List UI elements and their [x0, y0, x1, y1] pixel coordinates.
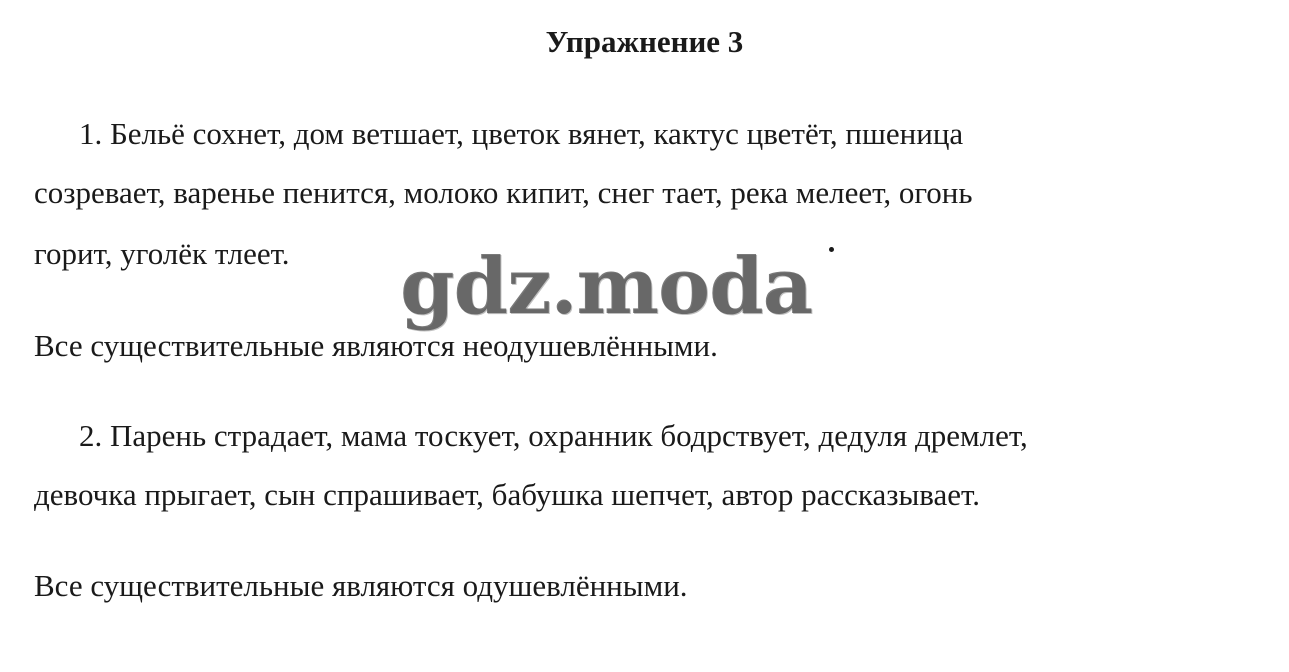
section1-line-1: 1. Бельё сохнет, дом ветшает, цветок вянет, кактус цветёт, пшеница — [79, 116, 964, 151]
section2-line-1: 2. Парень страдает, мама тоскует, охранник бодрствует, дедуля дремлет, — [79, 418, 1028, 453]
stray-dot — [829, 247, 834, 252]
section1-line-3: горит, уголёк тлеет. — [34, 236, 290, 271]
section2-line-2: девочка прыгает, сын спрашивает, бабушка шепчет, автор рассказывает. — [34, 477, 980, 512]
exercise-title: Упражнение 3 — [545, 24, 744, 59]
section1-conclusion: Все существительные являются неодушевлёнными. — [34, 328, 718, 363]
section1-line-2: созревает, варенье пенится, молоко кипит, снег тает, река мелеет, огонь — [34, 175, 973, 210]
watermark-logo: gdz.moda — [400, 241, 813, 332]
section2-conclusion: Все существительные являются одушевлёнными. — [34, 568, 688, 603]
